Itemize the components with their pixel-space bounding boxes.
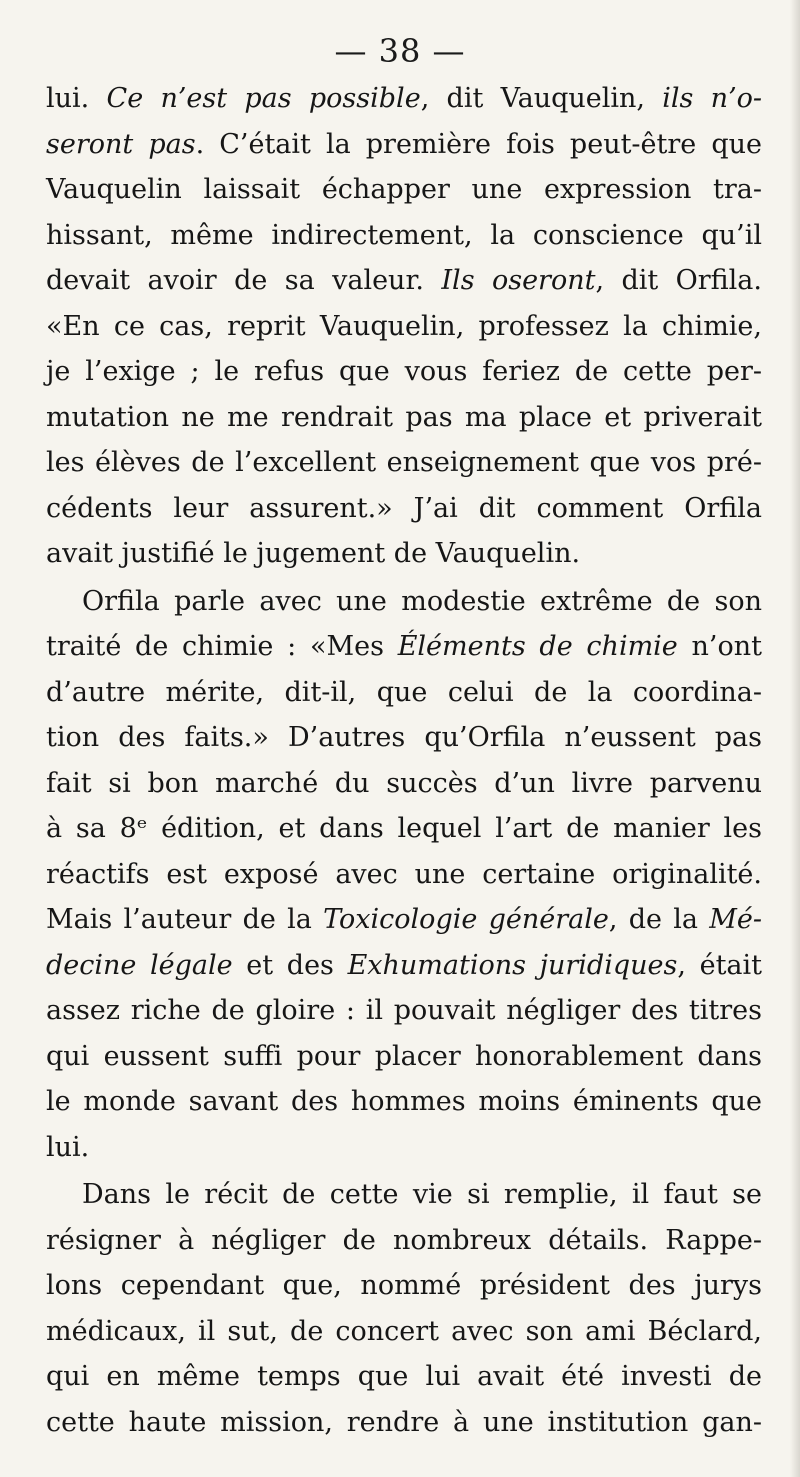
- text-line: [46, 1354, 762, 1400]
- text-run: n’ont: [677, 631, 762, 662]
- text-line: [46, 1218, 762, 1264]
- text-run: traité de chimie : «Mes: [46, 631, 398, 662]
- italic-text: decine légale: [46, 949, 233, 981]
- page-edge-shadow: [790, 0, 800, 1477]
- text-run: devait avoir de sa valeur.: [46, 265, 442, 296]
- text-line: [46, 1400, 762, 1446]
- text-line: [46, 988, 762, 1034]
- text-run: . C’était la première fois peut-être que: [195, 128, 762, 160]
- text-run: d’autre mérite, dit-il, que celui de la coordina-: [46, 676, 762, 708]
- text-run: hissant, même indirectement, la conscience qu’il: [46, 219, 762, 251]
- text-run: tion des faits.» D’autres qu’Orfila n’eussent pas: [46, 722, 762, 753]
- text-line: [46, 1172, 762, 1218]
- italic-text: Éléments de chimie: [397, 631, 678, 662]
- text-line: [46, 1034, 762, 1080]
- text-run: lui.: [46, 83, 107, 114]
- text-run: fait si bon marché du succès d’un livre parvenu: [46, 767, 762, 799]
- text-line: [46, 258, 762, 304]
- text-run: à sa 8ᵉ édition, et dans lequel l’art de manier les: [46, 813, 762, 844]
- text-line: [46, 579, 762, 625]
- text-run: lons cependant que, nommé président des jurys: [46, 1270, 762, 1301]
- italic-text: ils n’o-: [662, 83, 763, 114]
- text-run: Dans le récit de cette vie si remplie, il faut se: [82, 1179, 762, 1210]
- text-line: [46, 395, 762, 441]
- text-line: [46, 897, 762, 943]
- text-run: , dit Vauquelin,: [420, 83, 663, 114]
- text-line: [46, 486, 762, 532]
- text-run: Vauquelin laissait échapper une expression tra-: [46, 174, 762, 205]
- text-run: réactifs est exposé avec une certaine originalité.: [46, 858, 762, 890]
- text-run: Orfila parle avec une modestie extrême de son: [82, 585, 762, 617]
- text-run: les élèves de l’excellent enseignement que vos pré-: [46, 447, 762, 478]
- text-run: le monde savant des hommes moins éminents que: [46, 1086, 762, 1117]
- text-run: «En ce cas, reprit Vauquelin, professez la chimie,: [46, 310, 762, 342]
- text-line: [46, 440, 762, 486]
- text-run: , était: [677, 949, 763, 981]
- text-run: Mais l’auteur de la: [46, 904, 324, 935]
- text-run: , dit Orfila.: [595, 265, 762, 296]
- text-run: lui.: [46, 1131, 90, 1163]
- text-line: [46, 531, 762, 577]
- italic-text: Ce n’est pas possible: [106, 83, 421, 114]
- body-text: [46, 76, 762, 1445]
- text-line: [46, 670, 762, 716]
- text-run: avait justifié le jugement de Vauquelin.: [46, 538, 581, 569]
- text-run: et des: [232, 949, 348, 981]
- text-run: résigner à négliger de nombreux détails. Rappe-: [46, 1224, 762, 1256]
- text-line: [46, 852, 762, 898]
- text-run: cette haute mission, rendre à une institution gan-: [46, 1406, 762, 1438]
- text-run: mutation ne me rendrait pas ma place et priverait: [46, 401, 762, 433]
- text-line: [46, 167, 762, 213]
- text-line: [46, 943, 762, 989]
- text-run: qui en même temps que lui avait été investi de: [46, 1361, 762, 1392]
- text-line: [46, 715, 762, 761]
- text-run: , de la: [608, 904, 710, 935]
- text-line: [46, 624, 762, 670]
- italic-text: Ils oseront: [441, 265, 596, 296]
- text-line: [46, 1125, 762, 1171]
- page-number: — 38 —: [334, 32, 466, 70]
- italic-text: Toxicologie générale: [323, 904, 609, 935]
- text-run: assez riche de gloire : il pouvait négliger des titres: [46, 995, 762, 1026]
- text-line: [46, 761, 762, 807]
- text-run: médicaux, il sut, de concert avec son ami Béclard,: [46, 1315, 762, 1347]
- text-run: je l’exige ; le refus que vous feriez de cette per-: [46, 356, 762, 387]
- text-line: [46, 304, 762, 350]
- text-line: [46, 1079, 762, 1125]
- italic-text: seront pas: [46, 128, 196, 160]
- text-line: [46, 76, 762, 122]
- text-line: [46, 122, 762, 168]
- text-line: [46, 806, 762, 852]
- text-line: [46, 1309, 762, 1355]
- text-run: cédents leur assurent.» J’ai dit comment Orfila: [46, 492, 762, 524]
- italic-text: Exhumations juridiques: [347, 949, 678, 981]
- text-line: [46, 213, 762, 259]
- text-run: qui eussent suffi pour placer honorablement dans: [46, 1040, 762, 1072]
- italic-text: Mé-: [709, 904, 762, 935]
- text-line: [46, 1263, 762, 1309]
- text-line: [46, 349, 762, 395]
